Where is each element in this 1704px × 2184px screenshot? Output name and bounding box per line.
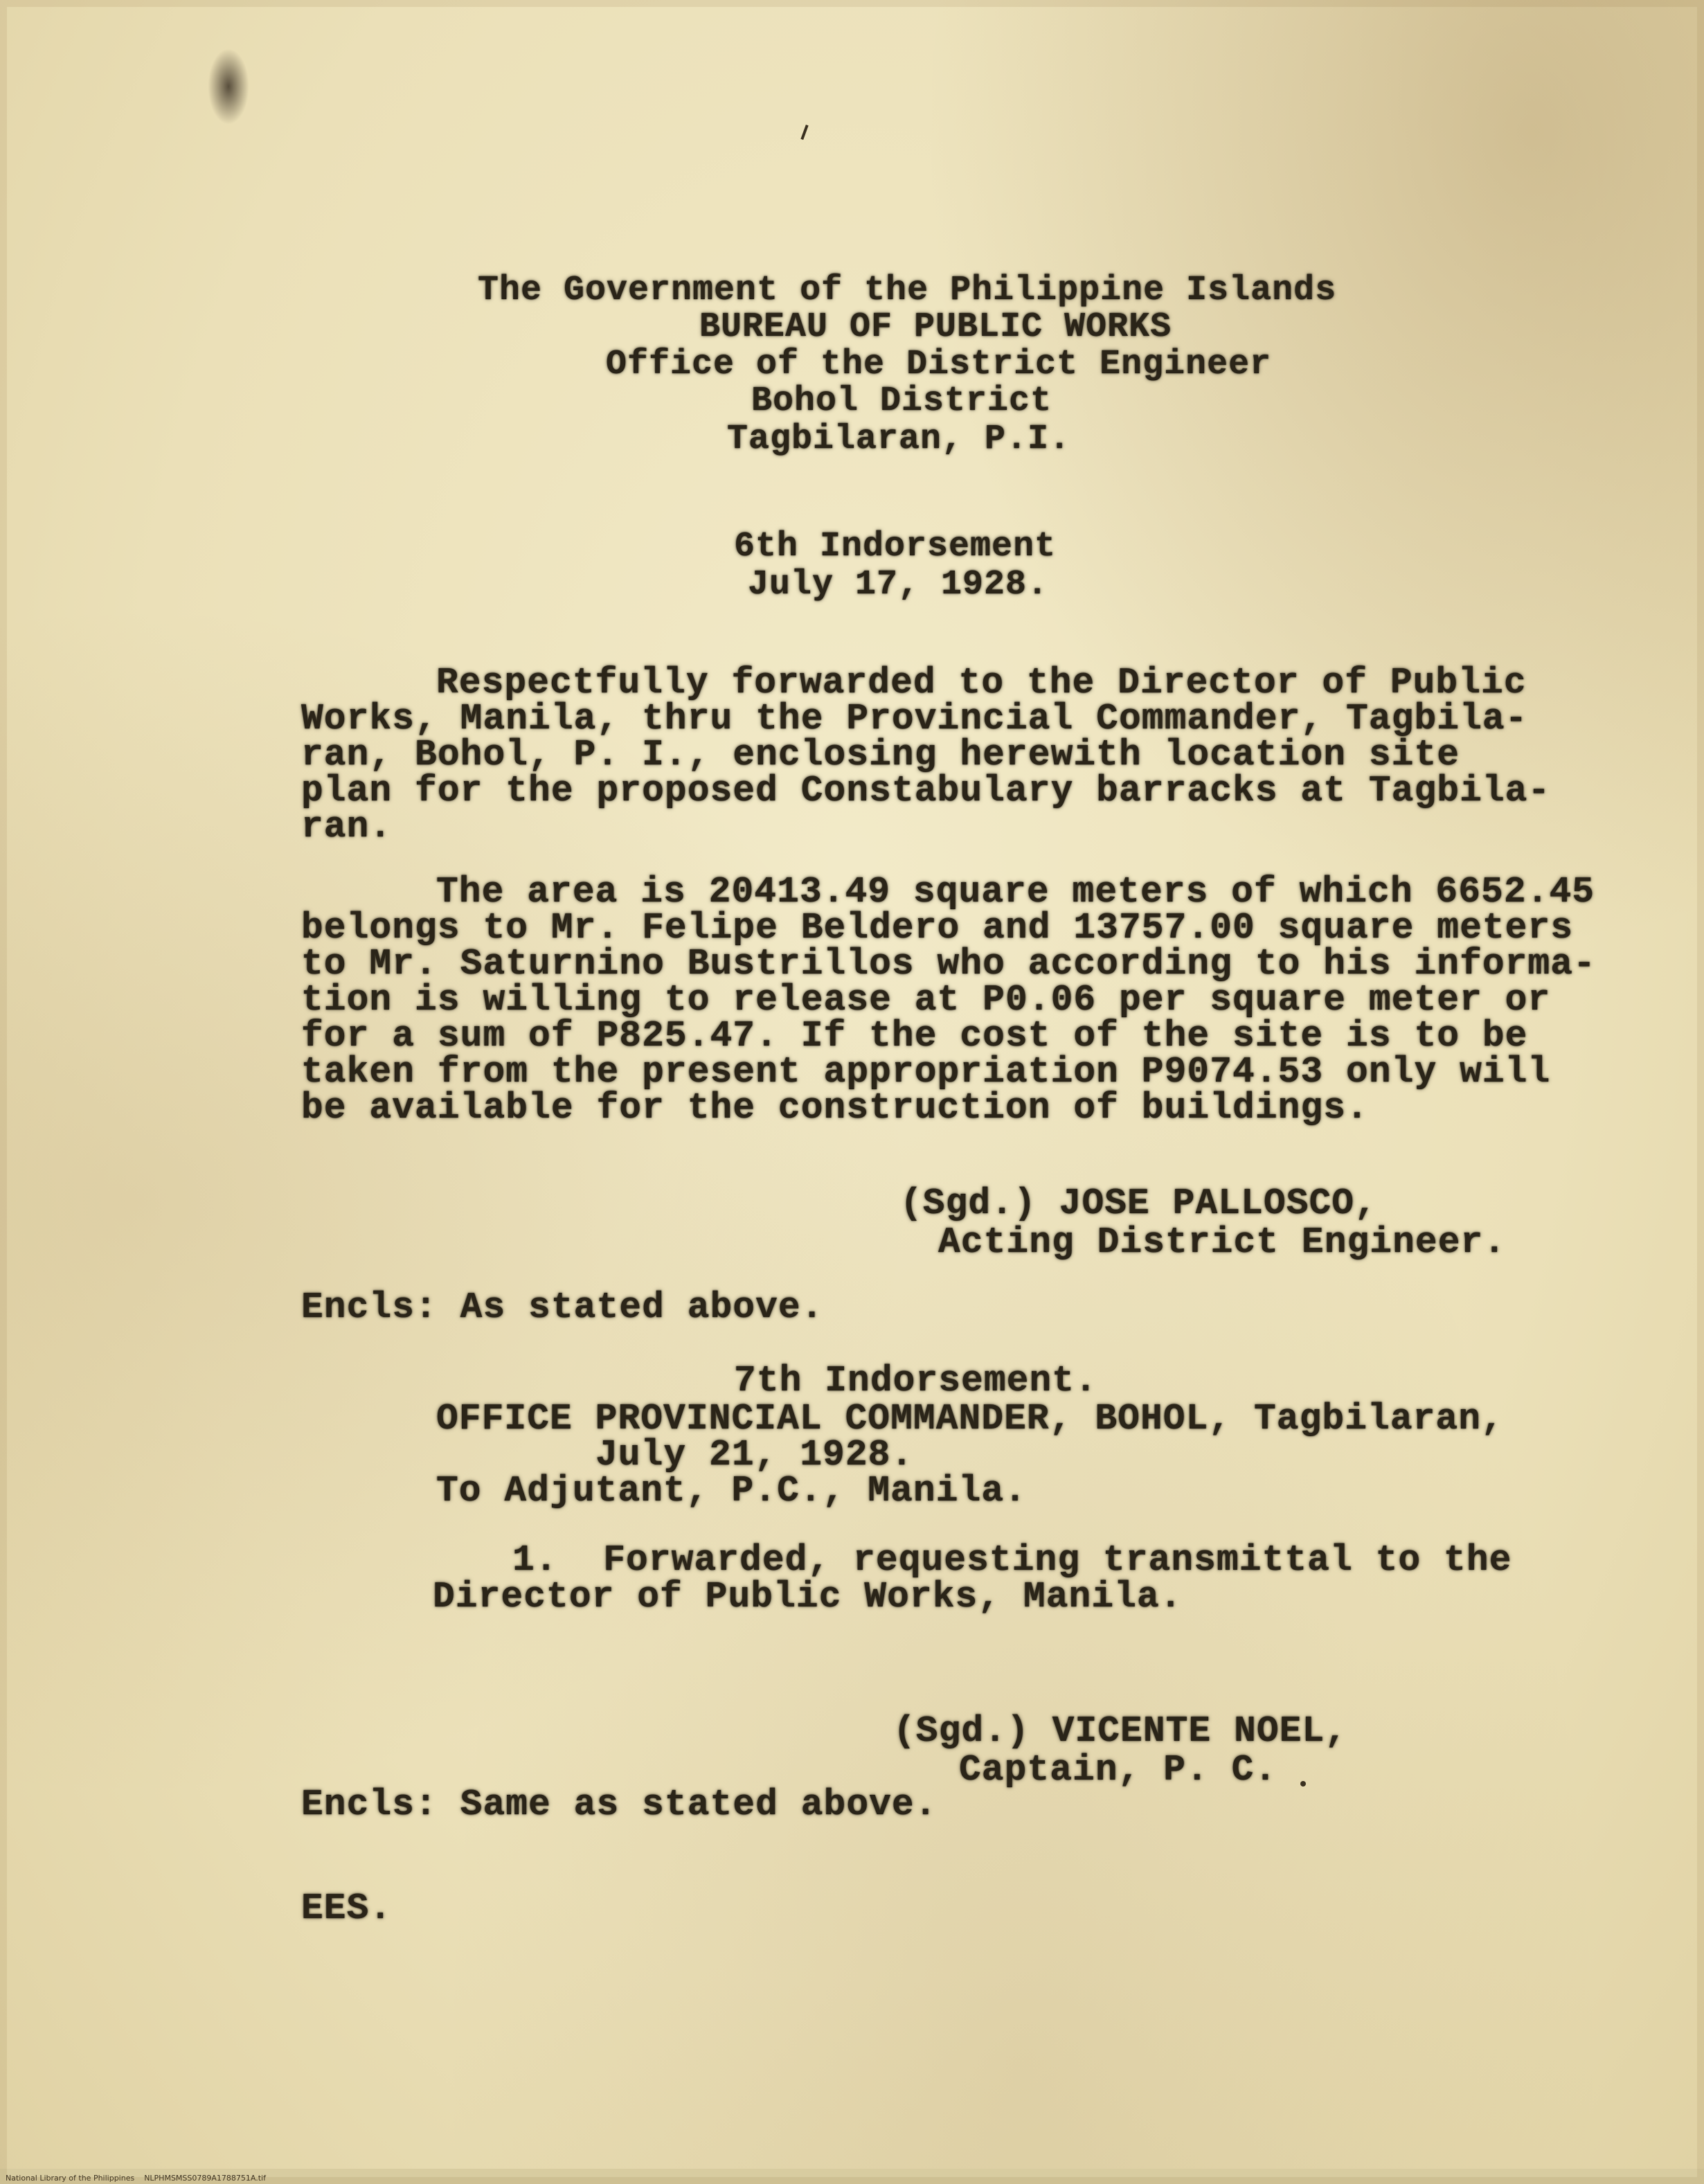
indorsement7-item-line1: 1. Forwarded, requesting transmittal to the	[512, 1539, 1512, 1581]
header-bureau: BUREAU OF PUBLIC WORKS	[699, 307, 1172, 347]
indorsement6-para2-line6: taken from the present appropriation P9074.53 only will	[301, 1051, 1551, 1093]
header-location: Tagbilaran, P.I.	[727, 420, 1071, 459]
ink-dot	[1300, 1781, 1306, 1787]
indorsement6-para1-line1: Respectfully forwarded to the Director of Public	[436, 662, 1527, 704]
indorsement6-para2-line5: for a sum of P825.47. If the cost of the site is to be	[301, 1015, 1528, 1057]
header-office: Office of the District Engineer	[606, 345, 1272, 384]
indorsement7-office: OFFICE PROVINCIAL COMMANDER, BOHOL, Tagbilaran,	[436, 1398, 1504, 1440]
indorsement6-para1-line4: plan for the proposed Constabulary barracks at Tagbila-	[301, 770, 1551, 812]
typist-initials: EES.	[301, 1888, 393, 1929]
indorsement7-to: To Adjutant, P.C., Manila.	[436, 1470, 1027, 1512]
indorsement6-para1-line3: ran, Bohol, P. I., enclosing herewith location site	[301, 734, 1460, 776]
indorsement7-signature-title: Captain, P. C.	[959, 1749, 1277, 1791]
indorsement6-para1-line5: ran.	[301, 806, 393, 848]
indorsement6-para2-line4: tion is willing to release at P0.06 per square meter or	[301, 979, 1551, 1021]
indorsement6-para2-line3: to Mr. Saturnino Bustrillos who according to his informa-	[301, 943, 1596, 985]
indorsement7-date: July 21, 1928.	[595, 1434, 914, 1476]
indorsement6-para2-line1: The area is 20413.49 square meters of which 6652.45	[436, 871, 1595, 913]
indorsement6-signature-name: (Sgd.) JOSE PALLOSCO,	[900, 1183, 1377, 1224]
indorsement6-para1-line2: Works, Manila, thru the Provincial Commander, Tagbila-	[301, 698, 1528, 740]
indorsement7-enclosure: Encls: Same as stated above.	[301, 1784, 938, 1825]
indorsement7-title: 7th Indorsement.	[734, 1360, 1097, 1402]
ink-mark	[800, 125, 808, 140]
header-government: The Government of the Philippine Islands	[478, 271, 1337, 310]
indorsement6-signature-title: Acting District Engineer.	[938, 1221, 1507, 1263]
ink-smudge	[208, 48, 249, 125]
indorsement6-date: July 17, 1928.	[748, 565, 1049, 605]
indorsement7-signature-name: (Sgd.) VICENTE NOEL,	[893, 1710, 1348, 1752]
indorsement7-item-line2: Director of Public Works, Manila.	[433, 1576, 1183, 1618]
indorsement6-para2-line7: be available for the construction of buildings.	[301, 1087, 1369, 1129]
scan-footer-label: National Library of the Philippines NLPHMSMSS0789A1788751A.tif	[6, 2174, 266, 2183]
indorsement6-para2-line2: belongs to Mr. Felipe Beldero and 13757.00 square meters	[301, 907, 1574, 949]
indorsement6-enclosure: Encls: As stated above.	[301, 1287, 824, 1328]
header-district: Bohol District	[751, 382, 1052, 421]
indorsement6-title: 6th Indorsement	[734, 527, 1057, 566]
